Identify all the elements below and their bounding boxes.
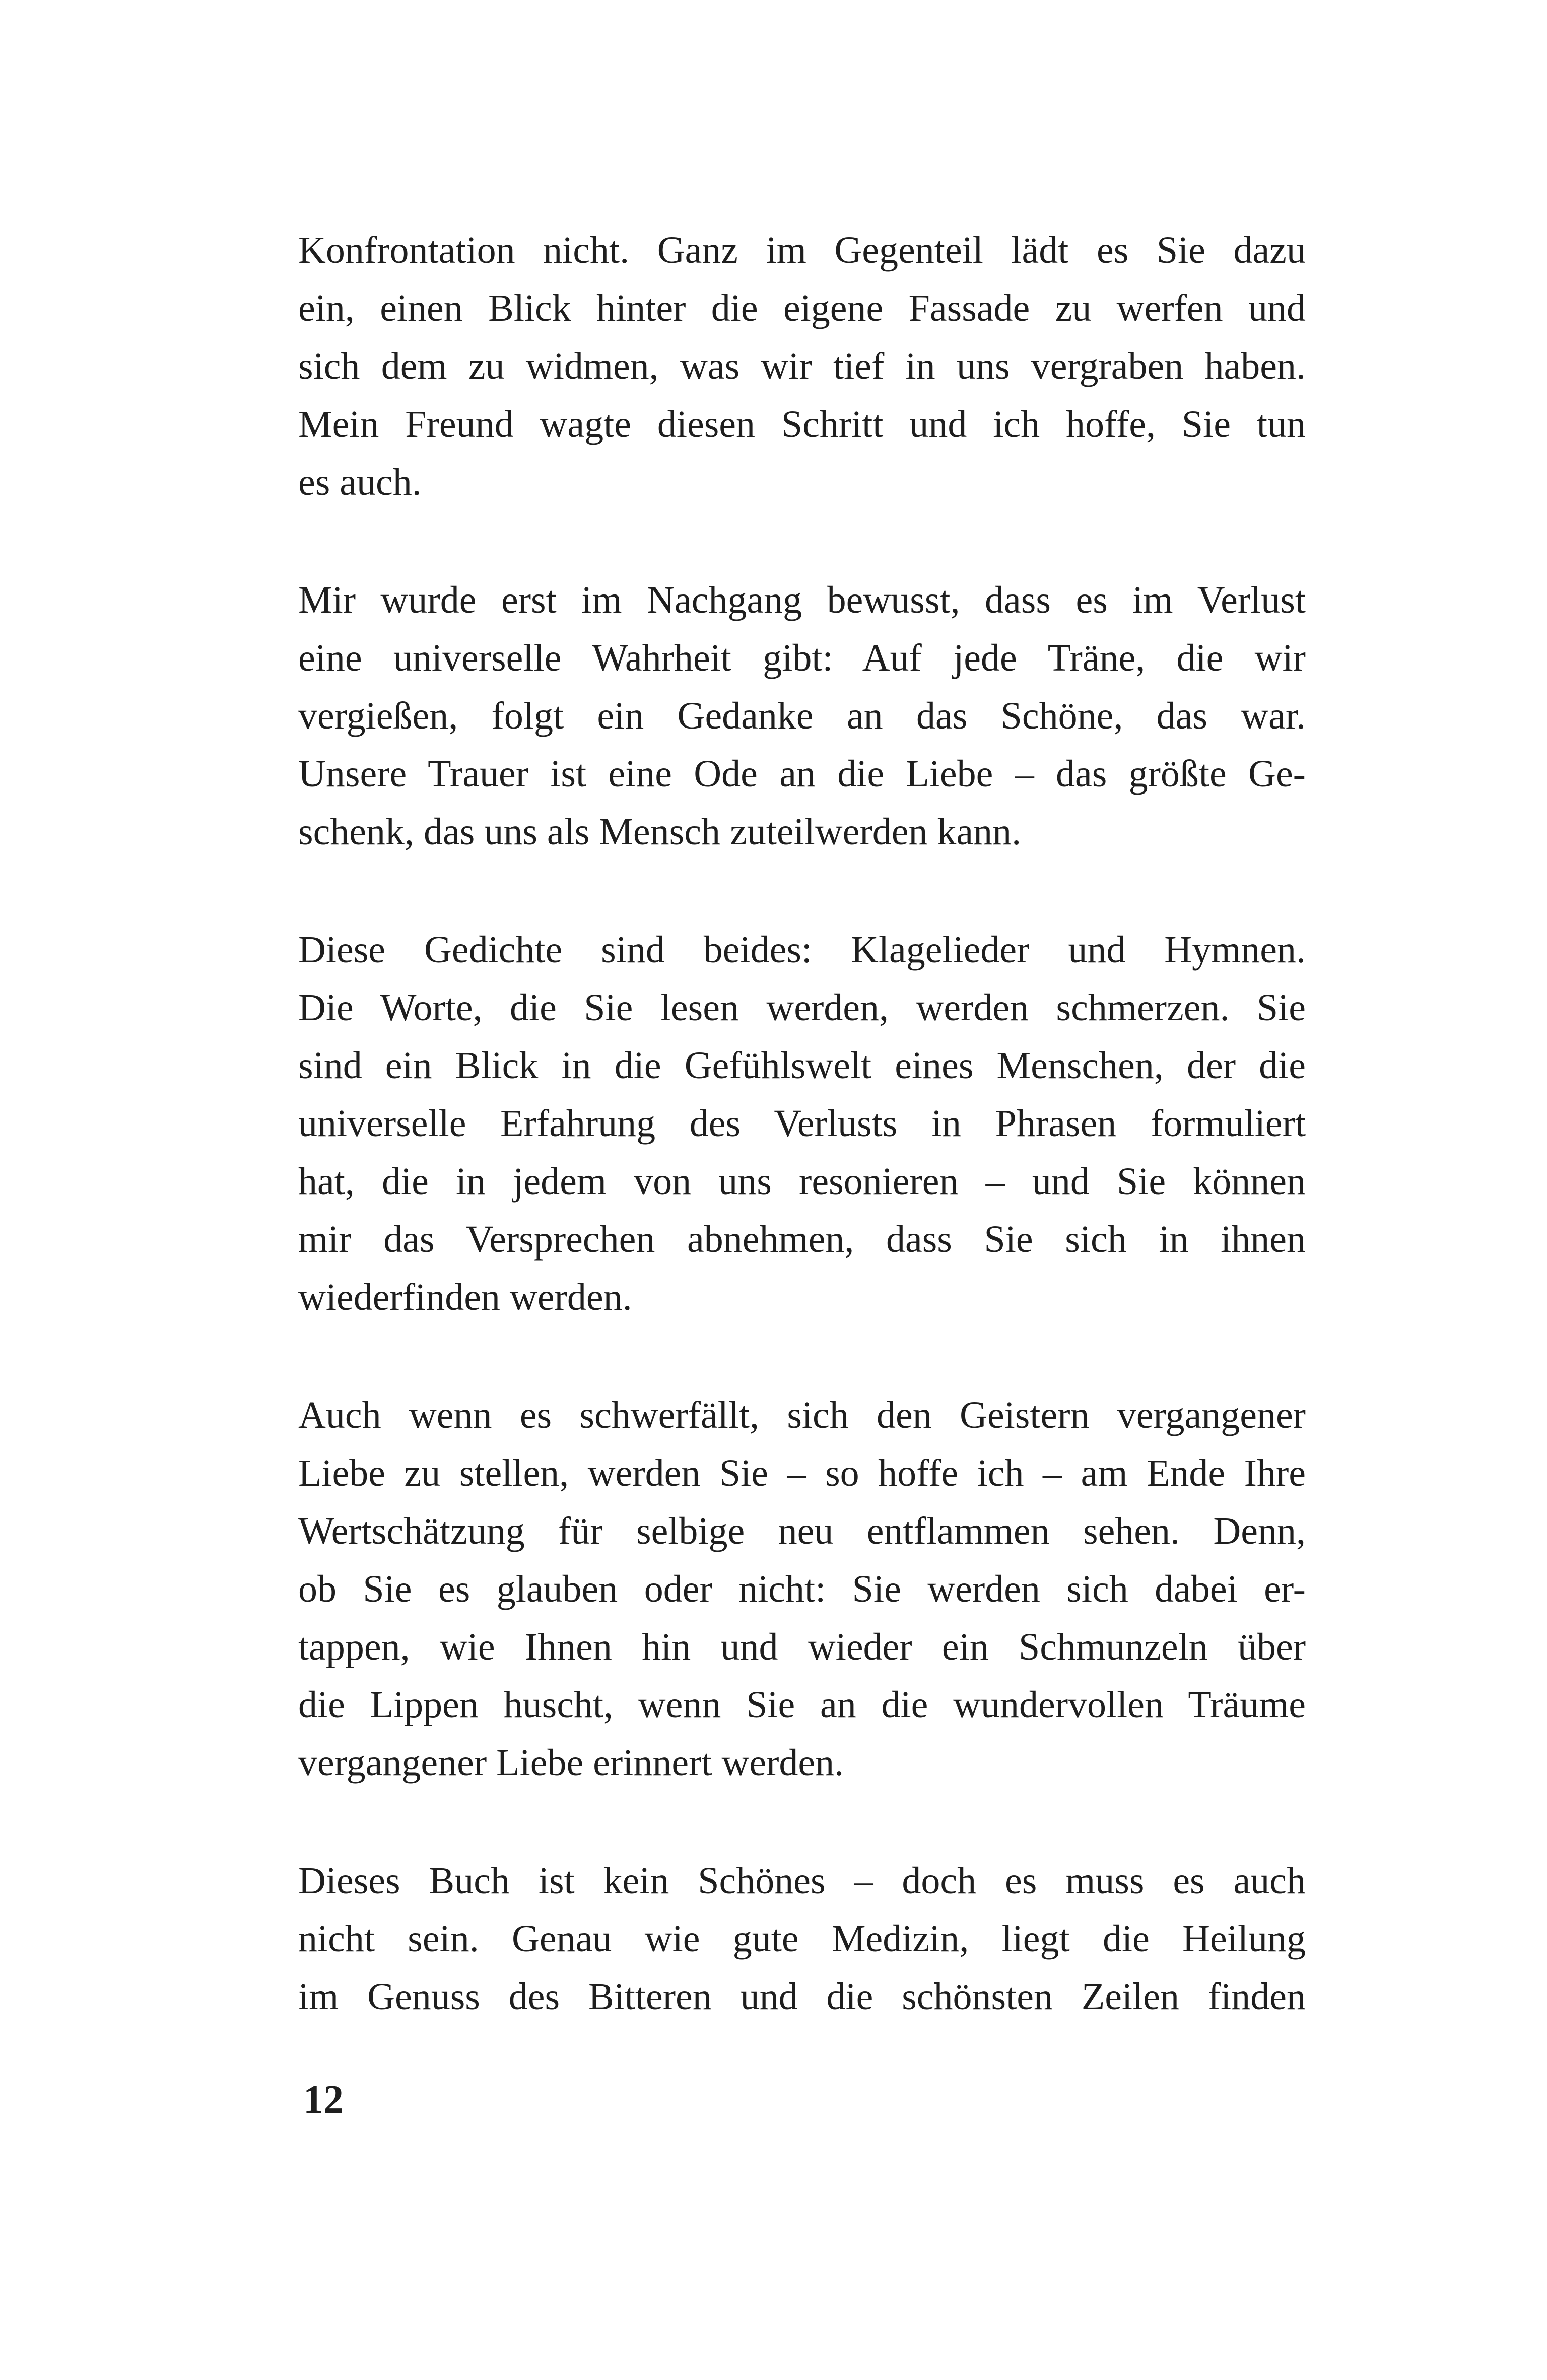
- text-line: sind ein Blick in die Gefühlswelt eines Menschen, der die: [298, 1044, 1306, 1087]
- text-line: Mir wurde erst im Nachgang bewusst, dass es im Verlust: [298, 579, 1306, 621]
- text-line: sich dem zu widmen, was wir tief in uns vergraben haben.: [298, 345, 1306, 387]
- text-line: hat, die in jedem von uns resonieren – und Sie können: [298, 1160, 1306, 1203]
- text-line: nicht sein. Genau wie gute Medizin, liegt die Heilung: [298, 1918, 1306, 1960]
- paragraph-4: [298, 1386, 1306, 1792]
- text-line: Auch wenn es schwerfällt, sich den Geistern vergangener: [298, 1394, 1306, 1436]
- text-line: Dieses Buch ist kein Schönes – doch es muss es auch: [298, 1860, 1306, 1902]
- text-line: Konfrontation nicht. Ganz im Gegenteil lädt es Sie dazu: [298, 229, 1306, 272]
- text-line: schenk, das uns als Mensch zuteilwerden kann.: [298, 811, 1022, 853]
- text-line: tappen, wie Ihnen hin und wieder ein Schmunzeln über: [298, 1626, 1306, 1668]
- text-line: die Lippen huscht, wenn Sie an die wundervollen Träume: [298, 1684, 1306, 1726]
- page-number: 12: [303, 2078, 344, 2122]
- text-line: vergangener Liebe erinnert werden.: [298, 1742, 844, 1784]
- paragraph-5: [298, 1852, 1306, 2026]
- text-line: Mein Freund wagte diesen Schritt und ich hoffe, Sie tun: [298, 403, 1306, 445]
- text-line: Wertschätzung für selbige neu entflammen sehen. Denn,: [298, 1510, 1306, 1552]
- text-line: Die Worte, die Sie lesen werden, werden schmerzen. Sie: [298, 986, 1306, 1029]
- text-line: vergießen, folgt ein Gedanke an das Schöne, das war.: [298, 695, 1306, 737]
- text-line: eine universelle Wahrheit gibt: Auf jede Träne, die wir: [298, 637, 1306, 679]
- text-line: Unsere Trauer ist eine Ode an die Liebe – das größte Ge-: [298, 753, 1306, 795]
- text-line: ob Sie es glauben oder nicht: Sie werden sich dabei er-: [298, 1568, 1306, 1610]
- paragraph-2: [298, 571, 1306, 861]
- text-line: wiederfinden werden.: [298, 1276, 632, 1318]
- body-text: [298, 222, 1306, 2086]
- text-line: Liebe zu stellen, werden Sie – so hoffe ich – am Ende Ihre: [298, 1452, 1306, 1494]
- text-line: ein, einen Blick hinter die eigene Fassade zu werfen und: [298, 287, 1306, 329]
- paragraph-1: [298, 222, 1306, 511]
- text-line: mir das Versprechen abnehmen, dass Sie sich in ihnen: [298, 1218, 1306, 1261]
- paragraph-3: [298, 921, 1306, 1327]
- text-line: es auch.: [298, 461, 422, 503]
- text-line: Diese Gedichte sind beides: Klagelieder und Hymnen.: [298, 929, 1306, 971]
- text-line: universelle Erfahrung des Verlusts in Phrasen formuliert: [298, 1102, 1306, 1145]
- text-line: im Genuss des Bitteren und die schönsten Zeilen finden: [298, 1975, 1306, 2018]
